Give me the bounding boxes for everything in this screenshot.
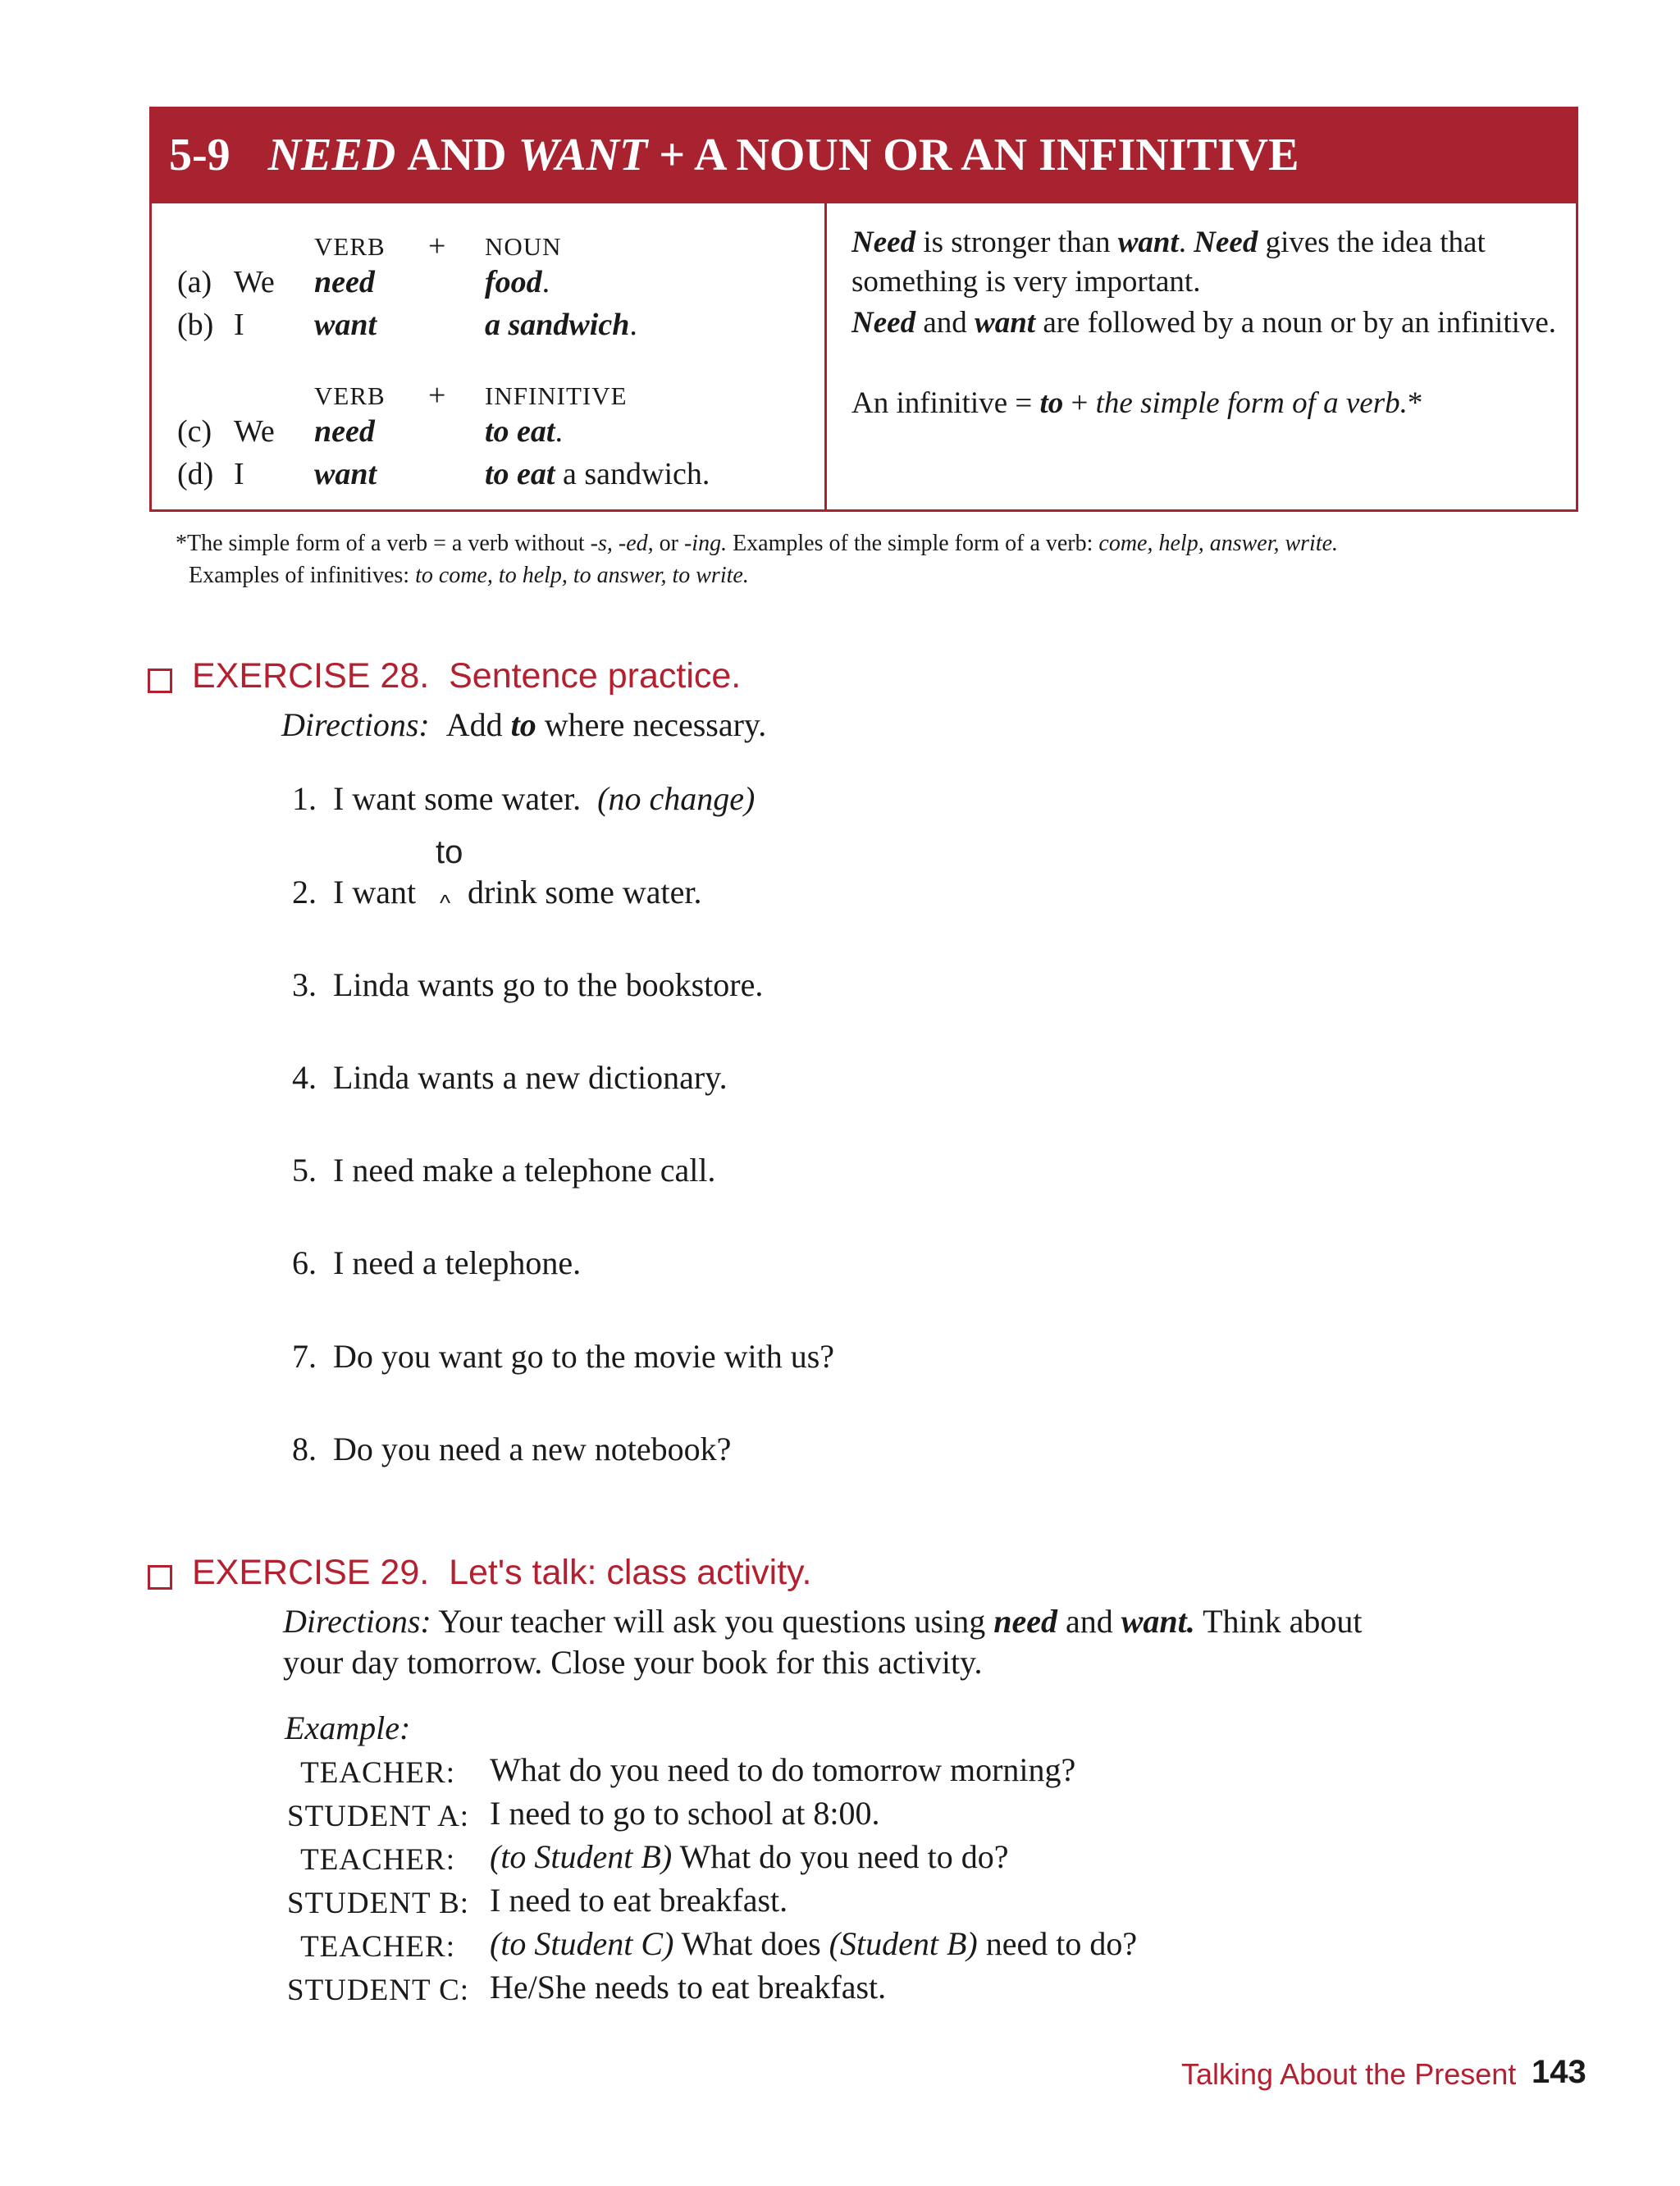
footnote-line-2: Examples of infinitives: to come, to help, to answer, to write. (189, 563, 749, 588)
dialog-speaker-3: TEACHER: (300, 1843, 455, 1877)
col-head-plus-1: + (428, 229, 447, 263)
exercise-28-checkbox[interactable] (148, 669, 172, 693)
row-a-label: (a) (177, 265, 212, 299)
handwritten-to: to (436, 834, 463, 870)
dialog-line-4: I need to eat breakfast. (490, 1882, 788, 1919)
row-b-subject: I (234, 308, 244, 342)
row-d-label: (d) (177, 457, 214, 491)
dialog-speaker-5: TEACHER: (300, 1930, 455, 1964)
page-number: 143 (1532, 2054, 1586, 2090)
col-head-noun: NOUN (485, 232, 562, 261)
chart-title-and: AND (407, 130, 507, 180)
row-c-object: to eat. (485, 414, 563, 449)
col-head-infinitive: INFINITIVE (485, 381, 628, 410)
row-b-object: a sandwich. (485, 308, 637, 342)
chart-title-need: NEED (267, 130, 396, 180)
dialog-line-3: (to Student B) What do you need to do? (490, 1838, 1009, 1875)
exercise-28-directions: Directions: Add to where necessary. (281, 706, 767, 743)
chart-note-2: Need and want are followed by a noun or by an infinitive. (851, 306, 1557, 340)
exercise-29-checkbox[interactable] (148, 1565, 172, 1590)
row-a-object: food. (485, 265, 550, 299)
chart-divider (824, 203, 827, 512)
dialog-speaker-6: STUDENT C: (287, 1974, 470, 2007)
ex28-item-8: 8. Do you need a new notebook? (292, 1431, 732, 1467)
chart-header (149, 107, 1578, 203)
row-d-subject: I (234, 457, 244, 491)
ex28-item-2-rest: drink some water. (468, 874, 702, 910)
row-b-label: (b) (177, 308, 214, 342)
dialog-speaker-1: TEACHER: (300, 1756, 455, 1790)
exercise-28-title: EXERCISE 28. Sentence practice. (192, 656, 742, 696)
ex28-item-5: 5. I need make a telephone call. (292, 1152, 716, 1189)
insertion-caret: ^ (440, 890, 451, 915)
dialog-line-5: (to Student C) What does (Student B) need to do? (490, 1925, 1138, 1962)
row-d-object: to eat a sandwich. (485, 457, 710, 491)
dialog-line-2: I need to go to school at 8:00. (490, 1795, 880, 1832)
exercise-29-directions-1: Directions: Your teacher will ask you questions using need and want. Think about (283, 1603, 1363, 1640)
dialog-line-1: What do you need to do tomorrow morning? (490, 1751, 1076, 1788)
example-label: Example: (285, 1709, 411, 1746)
chart-note-3: An infinitive = to + the simple form of a verb.* (851, 386, 1423, 420)
footnote-line-1: *The simple form of a verb = a verb without -s, -ed, or -ing. Examples of the simple form of a verb: come, help, answer, write. (176, 531, 1339, 556)
dialog-speaker-2: STUDENT A: (287, 1800, 470, 1833)
row-d-verb: want (314, 457, 377, 491)
exercise-29-title: EXERCISE 29. Let's talk: class activity. (192, 1553, 812, 1592)
ex28-item-2: 2. I want (292, 874, 417, 910)
row-a-subject: We (234, 265, 275, 299)
row-c-verb: need (314, 414, 375, 449)
ex28-item-1: 1. I want some water. (no change) (292, 780, 756, 817)
dialog-line-6: He/She needs to eat breakfast. (490, 1969, 887, 2006)
row-c-subject: We (234, 414, 275, 449)
col-head-plus-2: + (428, 378, 447, 413)
ex28-item-7: 7. Do you want go to the movie with us? (292, 1338, 835, 1375)
exercise-29-directions-2: your day tomorrow. Close your book for this activity. (283, 1644, 983, 1681)
row-c-label: (c) (177, 414, 212, 449)
ex28-item-6: 6. I need a telephone. (292, 1244, 582, 1281)
chart-title-want: WANT (518, 130, 648, 180)
chart-note-1: Need is stronger than want. Need gives the idea that something is very important. (851, 226, 1486, 299)
col-head-verb-1: VERB (314, 232, 386, 261)
row-b-verb: want (314, 308, 377, 342)
chart-title-rest: + A NOUN OR AN INFINITIVE (659, 130, 1299, 180)
footer-chapter-title: Talking About the Present (1181, 2057, 1517, 2091)
row-a-verb: need (314, 265, 375, 299)
chart-number: 5-9 (169, 130, 231, 180)
col-head-verb-2: VERB (314, 381, 386, 410)
dialog-speaker-4: STUDENT B: (287, 1887, 470, 1920)
ex28-item-3: 3. Linda wants go to the bookstore. (292, 966, 764, 1003)
ex28-item-4: 4. Linda wants a new dictionary. (292, 1059, 728, 1096)
